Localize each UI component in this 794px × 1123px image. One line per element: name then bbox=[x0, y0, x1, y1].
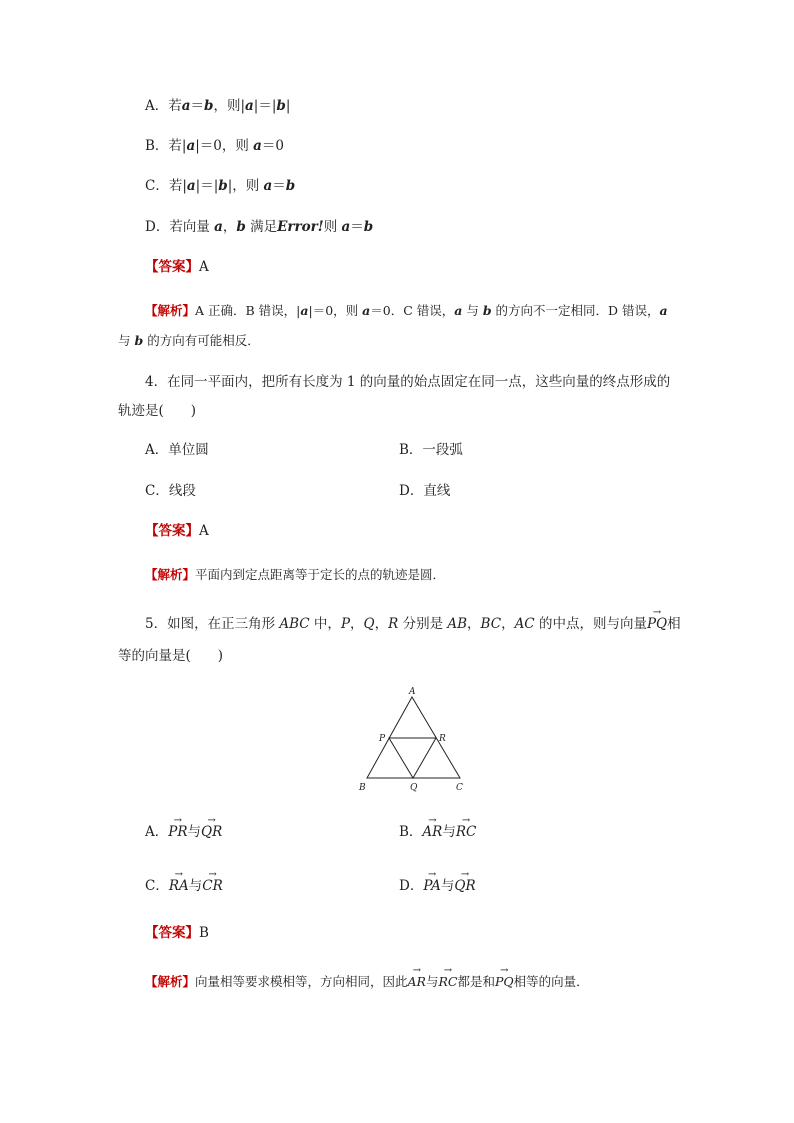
q4-answer: 【答案】A bbox=[145, 523, 209, 539]
triangle-figure bbox=[356, 686, 466, 796]
triangle-pqr bbox=[389, 738, 436, 778]
label-p: P bbox=[379, 734, 386, 744]
vector: → AR bbox=[408, 973, 426, 991]
vector: → RC bbox=[456, 823, 477, 841]
q4-analysis: 【解析】平面内到定点距离等于定长的点的轨迹是圆． bbox=[145, 567, 446, 582]
vector: → PR bbox=[168, 823, 187, 841]
vector: → PQ bbox=[495, 973, 514, 991]
q3-option-d: D．若向量 a，b 满足Error!则 a＝b bbox=[145, 219, 374, 235]
q5-option-b: B．→ AR与→ RC bbox=[399, 823, 476, 841]
q4-option-d: D．直线 bbox=[399, 483, 451, 499]
label-b: B bbox=[359, 783, 366, 793]
vector: → QR bbox=[454, 877, 475, 895]
q5-analysis: 【解析】向量相等要求模相等，方向相同，因此→ AR与→ RC都是和→ PQ相等的向量． bbox=[145, 973, 589, 991]
q5-stem-line1: 5．如图，在正三角形 ABC 中，P，Q，R 分别是 AB，BC，AC 的中点，则与向量→ PQ相 bbox=[145, 615, 681, 633]
analysis-tag: 【解析】 bbox=[145, 303, 196, 318]
q3-answer: 【答案】A bbox=[145, 259, 209, 275]
q3-option-b: B．若|a|＝0，则 a＝0 bbox=[145, 138, 285, 154]
q5-option-d: D．→ PA与→ QR bbox=[399, 877, 476, 895]
label-c: C bbox=[456, 783, 463, 793]
q4-stem-line2: 轨迹是( ) bbox=[118, 403, 197, 419]
vector: → QR bbox=[201, 823, 222, 841]
label-r: R bbox=[439, 734, 446, 744]
q4-stem-line1: 4．在同一平面内，把所有长度为 1 的向量的始点固定在同一点，这些向量的终点形成的 bbox=[145, 374, 671, 390]
q5-stem-line2: 等的向量是( ) bbox=[118, 648, 224, 664]
q4-option-a: A．单位圆 bbox=[145, 442, 209, 458]
vector-pq: → PQ bbox=[647, 615, 667, 633]
vector: → PA bbox=[423, 877, 441, 895]
label-a: A bbox=[409, 687, 416, 697]
label-q: Q bbox=[410, 783, 418, 793]
q3-analysis-line1: 【解析】A 正确．B 错误，|a|＝0，则 a＝0．C 错误，a 与 b 的方向不一定相同．D 错误，a bbox=[145, 303, 668, 318]
vector: → CR bbox=[202, 877, 223, 895]
answer-tag: 【答案】 bbox=[145, 523, 199, 539]
q5-answer: 【答案】B bbox=[145, 925, 209, 941]
q3-option-c: C．若|a|＝|b|，则 a＝b bbox=[145, 178, 296, 194]
answer-tag: 【答案】 bbox=[145, 259, 199, 275]
q4-option-b: B．一段弧 bbox=[399, 442, 463, 458]
answer-tag: 【答案】 bbox=[145, 925, 199, 941]
q3-option-a: A．若a＝b，则|a|＝|b| bbox=[145, 98, 291, 114]
analysis-tag: 【解析】 bbox=[145, 974, 196, 989]
q5-option-c: C．→ RA与→ CR bbox=[145, 877, 223, 895]
analysis-tag: 【解析】 bbox=[145, 567, 196, 582]
vector: → AR bbox=[422, 823, 442, 841]
q4-option-c: C．线段 bbox=[145, 483, 196, 499]
vector: → RC bbox=[439, 973, 458, 991]
q3-analysis-line2: 与 b 的方向有可能相反． bbox=[118, 333, 260, 348]
q5-option-a: A．→ PR与→ QR bbox=[145, 823, 222, 841]
vector: → RA bbox=[169, 877, 189, 895]
